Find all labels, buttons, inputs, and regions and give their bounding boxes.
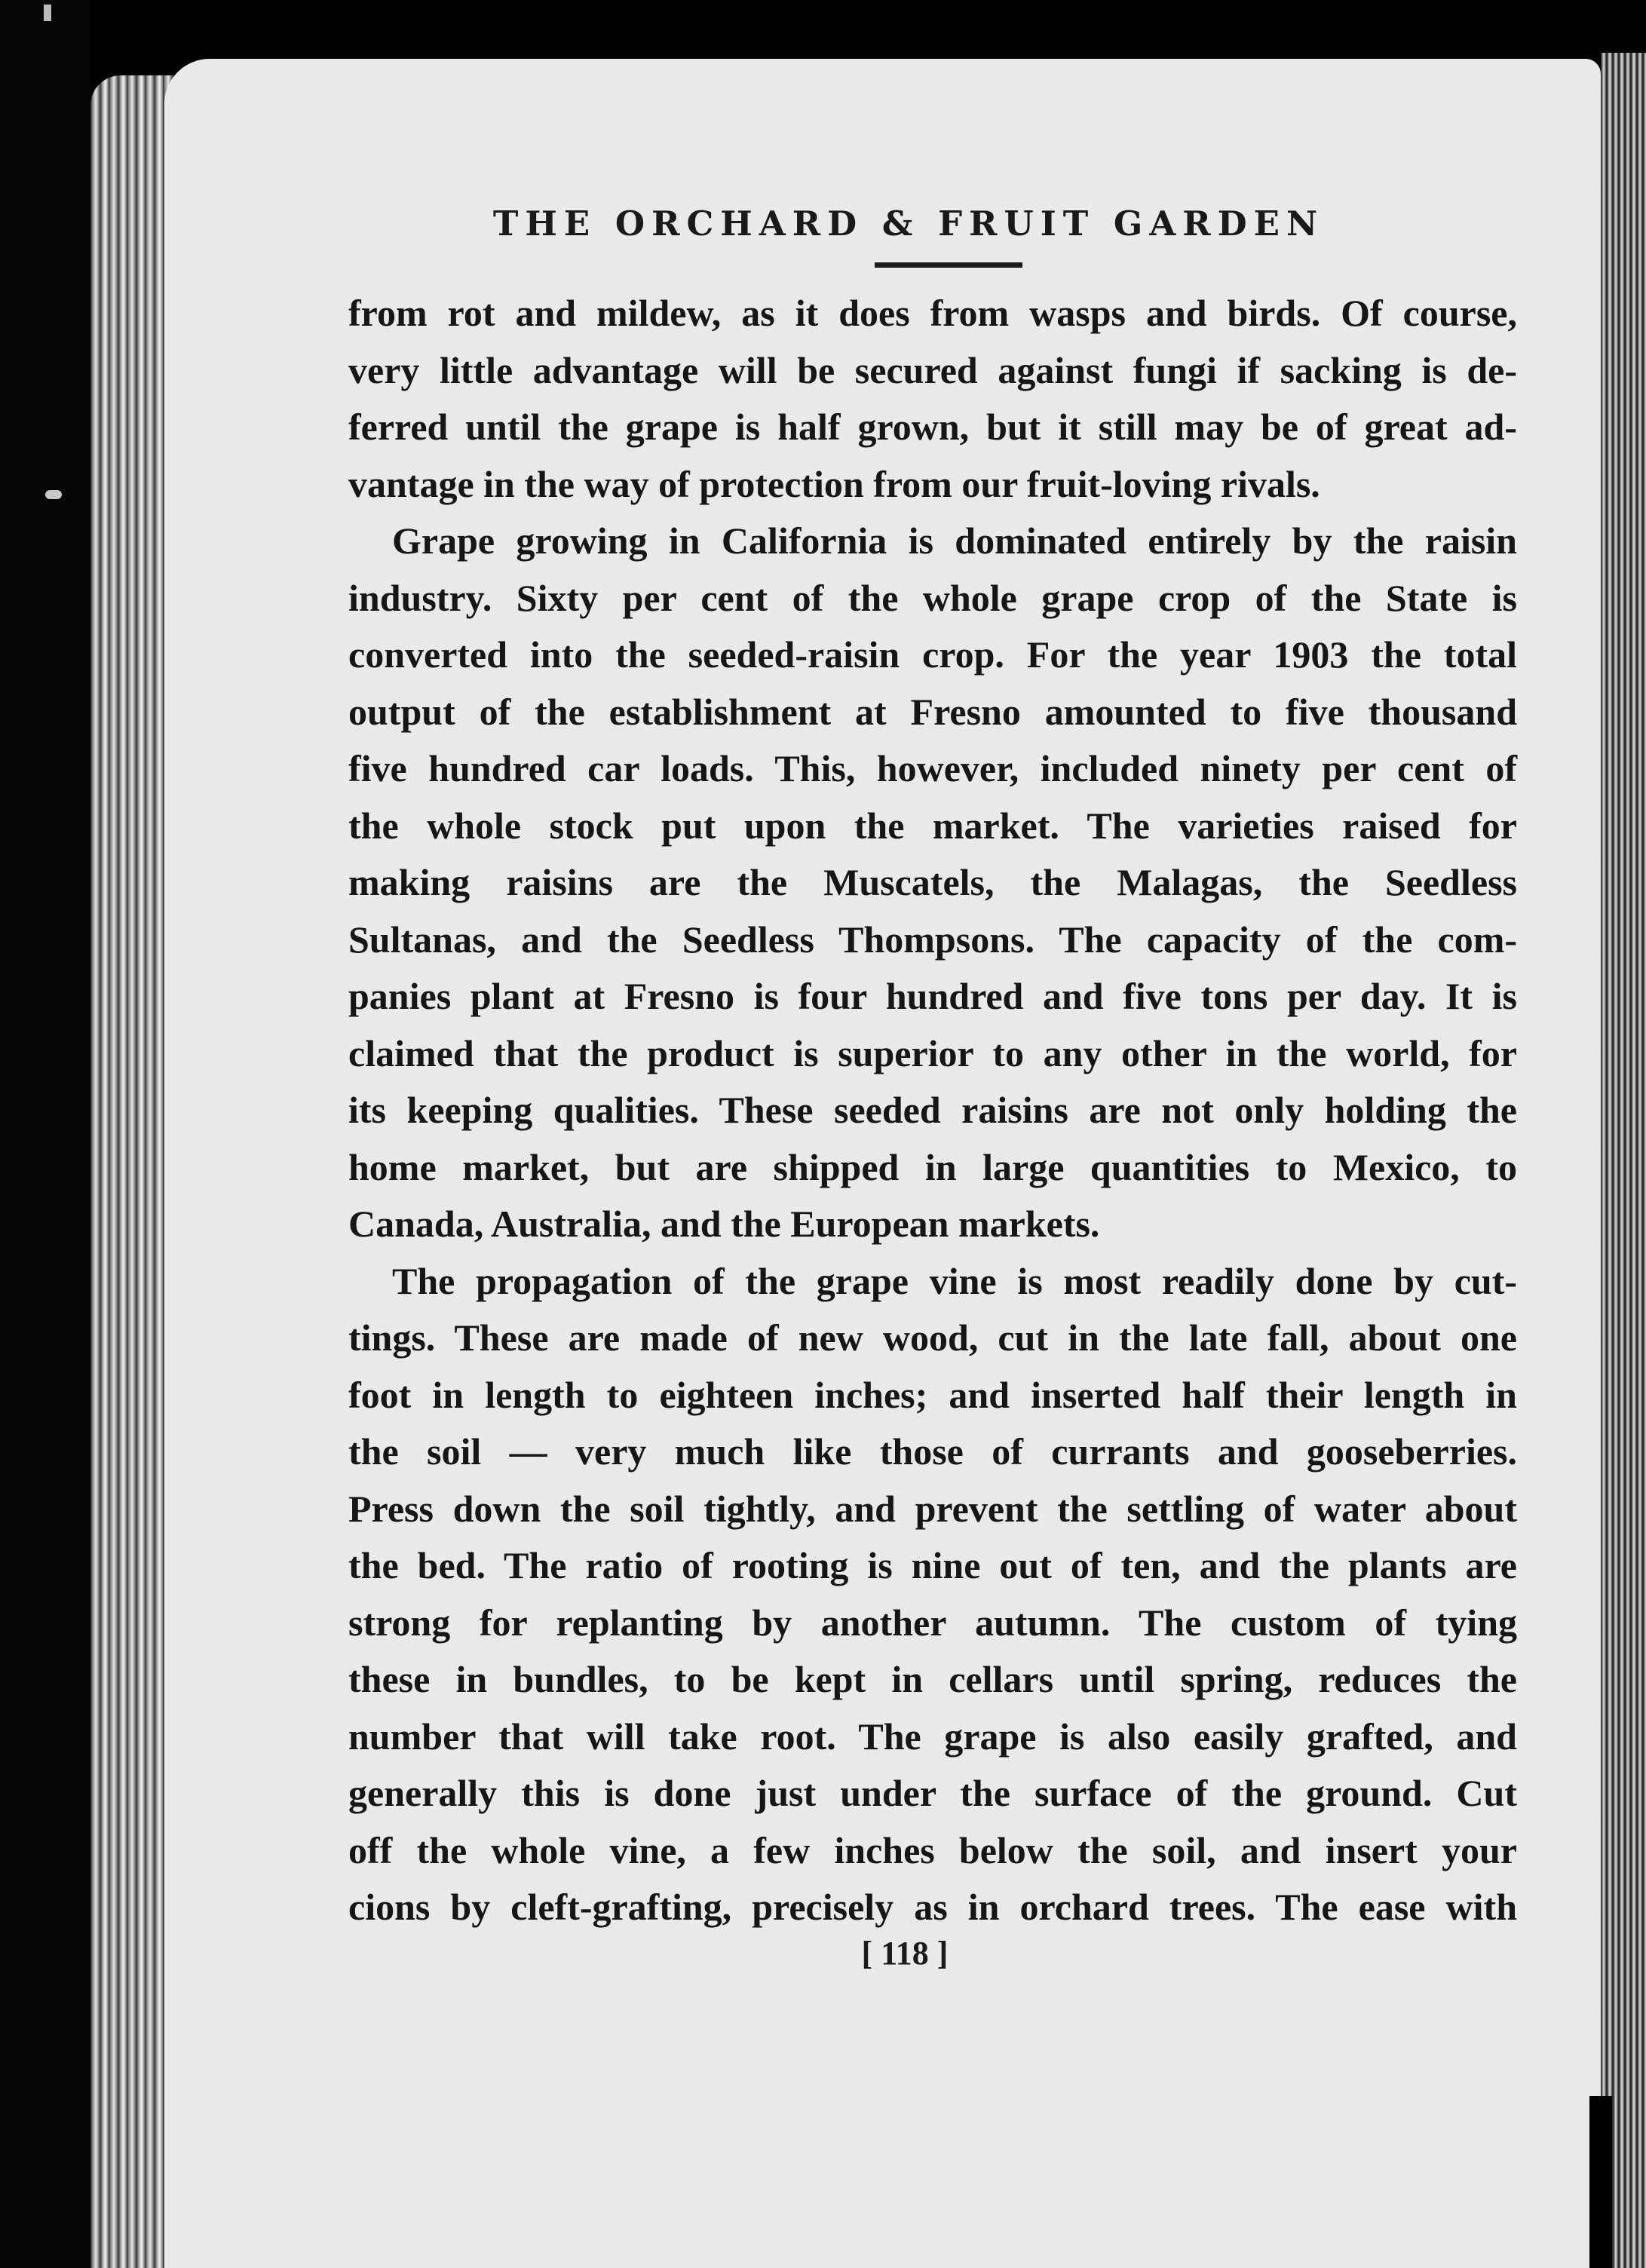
text-line: generally this is done just under the surface of the ground. Cut (348, 1772, 1517, 1814)
text-line: output of the establishment at Fresno amounted to five thousand (348, 690, 1517, 733)
text-line: off the whole vine, a few inches below the soil, and insert your (348, 1828, 1517, 1871)
text-line: home market, but are shipped in large quantities to Mexico, to (348, 1145, 1517, 1188)
text-line: cions by cleft-grafting, precisely as in orchard trees. The ease with (348, 1886, 1517, 1928)
page-edges-left (90, 75, 173, 2268)
book-spine-shadow (0, 0, 90, 2268)
text-line: ferred until the grape is half grown, but it still may be of great ad- (348, 406, 1517, 448)
text-line: industry. Sixty per cent of the whole grape crop of the State is (348, 576, 1517, 619)
text-line: panies plant at Fresno is four hundred and five tons per day. It is (348, 975, 1517, 1017)
page-edges-right (1601, 53, 1646, 2268)
running-head: THE ORCHARD & FRUIT GARDEN (492, 204, 1325, 244)
text-line: strong for replanting by another autumn. The custom of tying (348, 1601, 1517, 1644)
text-line: foot in length to eighteen inches; and inserted half their length in (348, 1373, 1517, 1416)
text-line: number that will take root. The grape is also easily grafted, and (348, 1715, 1517, 1758)
scan-artifact (45, 490, 62, 499)
text-line: the bed. The ratio of rooting is nine out of ten, and the plants are (348, 1544, 1517, 1586)
text-line: the whole stock put upon the market. The varieties raised for (348, 804, 1517, 847)
body-text (348, 285, 1517, 1936)
scan-artifact (44, 5, 51, 21)
binding-clip (1589, 2096, 1612, 2268)
text-line: its keeping qualities. These seeded raisins are not only holding the (348, 1089, 1517, 1131)
header-rule (875, 262, 1022, 268)
text-line: Sultanas, and the Seedless Thompsons. The capacity of the com- (348, 918, 1517, 961)
page-number: [ 118 ] (861, 1935, 949, 1972)
text-line: Press down the soil tightly, and prevent the settling of water about (348, 1487, 1517, 1530)
text-line: very little advantage will be secured against fungi if sacking is de- (348, 348, 1517, 391)
text-line: making raisins are the Muscatels, the Malagas, the Seedless (348, 861, 1517, 903)
text-line: from rot and mildew, as it does from wasps and birds. Of course, (348, 292, 1517, 334)
text-line: converted into the seeded-raisin crop. For the year 1903 the total (348, 633, 1517, 676)
text-line: claimed that the product is superior to any other in the world, for (348, 1031, 1517, 1074)
text-line: five hundred car loads. This, however, included ninety per cent of (348, 747, 1517, 789)
text-line: tings. These are made of new wood, cut in the late fall, about one (348, 1316, 1517, 1359)
text-line: The propagation of the grape vine is most readily done by cut- (392, 1259, 1517, 1302)
text-line: these in bundles, to be kept in cellars until spring, reduces the (348, 1658, 1517, 1700)
text-line: the soil — very much like those of currants and gooseberries. (348, 1430, 1517, 1473)
text-line: Canada, Australia, and the European markets. (348, 1203, 1100, 1245)
text-line: vantage in the way of protection from our fruit-loving rivals. (348, 462, 1320, 505)
text-line: Grape growing in California is dominated entirely by the raisin (392, 519, 1517, 562)
